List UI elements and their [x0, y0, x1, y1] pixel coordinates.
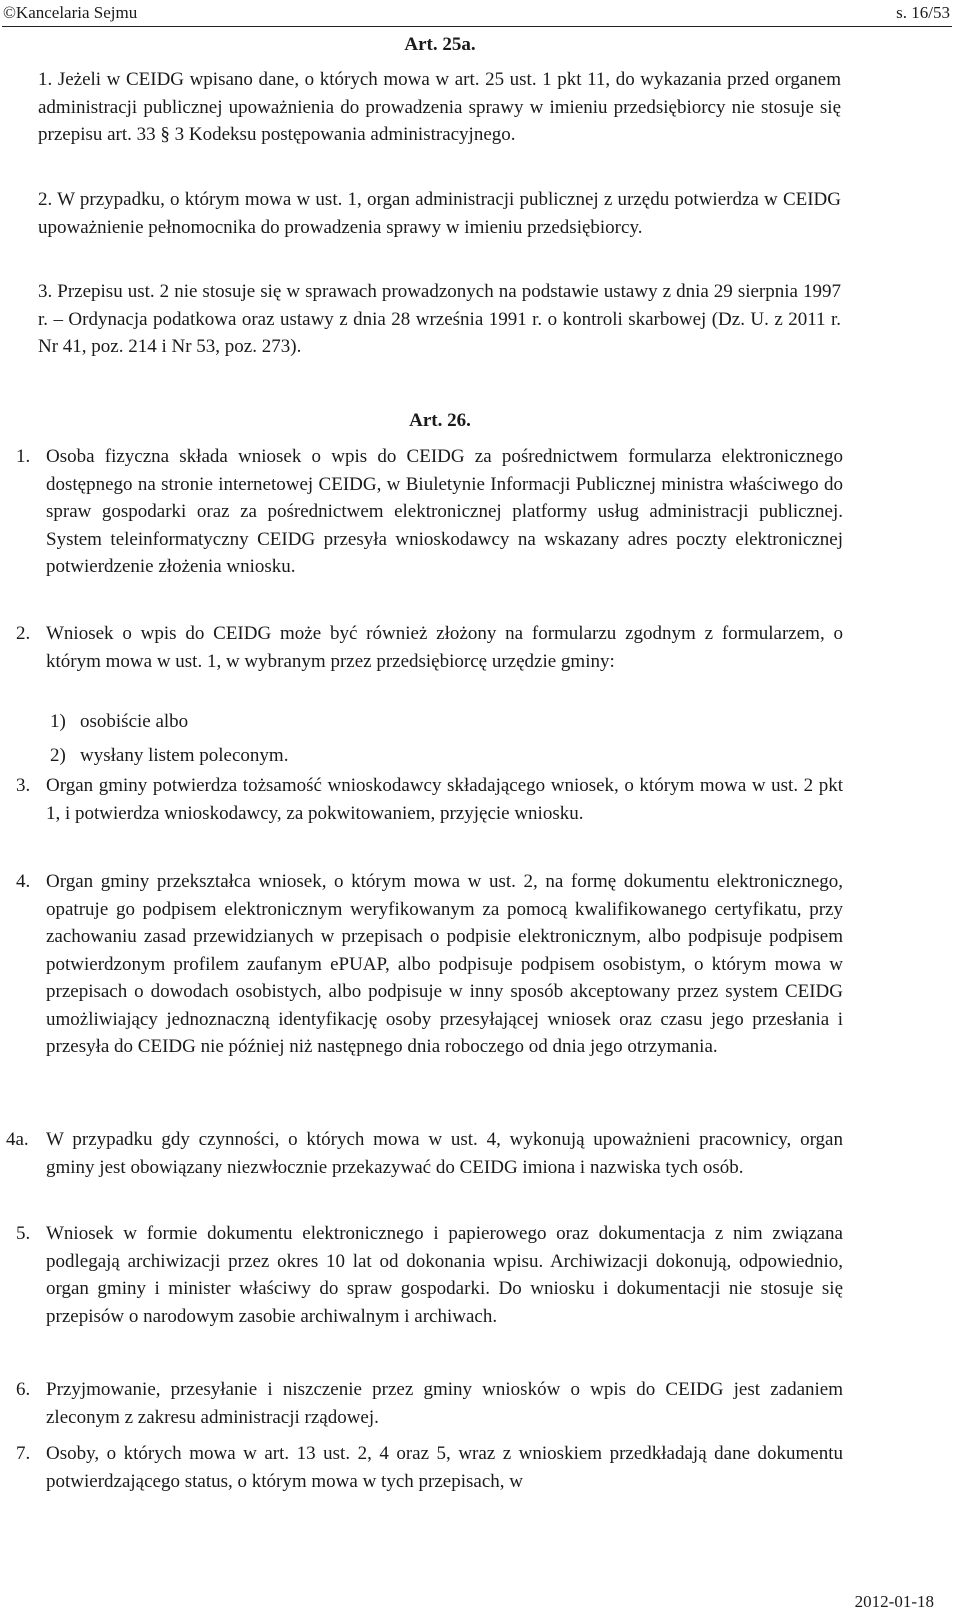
- item-text: Osoby, o których mowa w art. 13 ust. 2, 4 oraz 5, wraz z wnioskiem przedkładają dane dokumentu potwierdzającego status, o którym mowa w tych przepisach, w: [46, 1443, 843, 1492]
- item-number: 3.: [16, 775, 31, 796]
- item-text: Wniosek w formie dokumentu elektronicznego i papierowego oraz dokumentacja z nim związana podlegają archiwizacji przez okres 10 lat od dokonania wpisu. Archiwizacji dokonują, odpowiednio, organ gminy i minister właściwy do spraw gospodarki. Do wniosku i dokumentacji nie stosuje się przepisów o narodowym zasobie archiwalnym i archiwach.: [46, 1223, 843, 1327]
- point-text: wysłany listem poleconym.: [80, 745, 289, 766]
- art26-item-4: [16, 868, 843, 1061]
- header-page-number: s. 16/53: [896, 3, 950, 22]
- footer-date: 2012-01-18: [854, 1592, 934, 1611]
- art26-item-2-point-1: [50, 708, 780, 736]
- art26-item-2: [16, 620, 843, 675]
- item-text: Wniosek o wpis do CEIDG może być również złożony na formularzu zgodnym z formularzem, o którym mowa w ust. 1, w wybranym przez przedsiębiorcę urzędzie gminy:: [46, 623, 843, 672]
- point-number: 2): [50, 745, 66, 766]
- article-25a-title: Art. 25a.: [404, 34, 476, 55]
- point-text: osobiście albo: [80, 711, 189, 732]
- art26-item-2-point-2: [50, 742, 780, 770]
- item-number: 4a.: [6, 1129, 29, 1150]
- art26-item-7: [16, 1440, 843, 1495]
- item-number: 4.: [16, 871, 31, 892]
- art25a-paragraph-2: 2. W przypadku, o którym mowa w ust. 1, organ administracji publicznej z urzędu potwierdza w CEIDG upoważnienie pełnomocnika do prowadzenia sprawy w imieniu przedsiębiorcy.: [38, 189, 841, 238]
- art25a-paragraph-3: 3. Przepisu ust. 2 nie stosuje się w sprawach prowadzonych na podstawie ustawy z dnia 29 sierpnia 1997 r. – Ordynacja podatkowa oraz ustawy z dnia 28 września 1991 r. o kontroli skarbowej (Dz. U. z 2011 r. Nr 41, poz. 214 i Nr 53, poz. 273).: [38, 281, 841, 357]
- item-text: Przyjmowanie, przesyłanie i niszczenie przez gminy wniosków o wpis do CEIDG jest zadaniem zleconym z zakresu administracji rządowej.: [46, 1379, 843, 1428]
- art26-item-5: [16, 1220, 843, 1330]
- art25a-paragraph-1: 1. Jeżeli w CEIDG wpisano dane, o których mowa w art. 25 ust. 1 pkt 11, do wykazania przed organem administracji publicznej upoważnienia do prowadzenia sprawy w imieniu przedsiębiorcy nie stosuje się przepisu art. 33 § 3 Kodeksu postępowania administracyjnego.: [38, 69, 841, 145]
- item-number: 1.: [16, 446, 31, 467]
- item-text: Organ gminy potwierdza tożsamość wnioskodawcy składającego wniosek, o którym mowa w ust. 2 pkt 1, i potwierdza wnioskodawcy, za pokwitowaniem, przyjęcie wniosku.: [46, 775, 843, 824]
- item-number: 6.: [16, 1379, 31, 1400]
- art26-item-4a: [6, 1126, 843, 1181]
- article-26-title: Art. 26.: [409, 410, 471, 431]
- item-number: 7.: [16, 1443, 31, 1464]
- art26-item-3: [16, 772, 843, 827]
- item-number: 2.: [16, 623, 31, 644]
- point-number: 1): [50, 711, 66, 732]
- header-copyright: ©Kancelaria Sejmu: [3, 3, 138, 22]
- item-text: Organ gminy przekształca wniosek, o którym mowa w ust. 2, na formę dokumentu elektronicznego, opatruje go podpisem elektronicznym weryfikowanym za pomocą kwalifikowanego certyfikatu, przy zachowaniu zasad przewidzianych w przepisach o podpisie elektronicznym, albo podpisuje podpisem potwierdzonym profilem zaufanym ePUAP, albo podpisuje podpisem osobistym, o którym mowa w przepisach o dowodach osobistych, albo podpisuje w inny sposób akceptowany przez system CEIDG umożliwiający jednoznaczną identyfikację osoby przesyłającej wniosek oraz czasu jego przesłania i przesyła do CEIDG nie później niż następnego dnia roboczego od dnia jego otrzymania.: [46, 871, 843, 1057]
- item-text: Osoba fizyczna składa wniosek o wpis do CEIDG za pośrednictwem formularza elektronicznego dostępnego na stronie internetowej CEIDG, w Biuletynie Informacji Publicznej ministra właściwego do spraw gospodarki oraz za pośrednictwem elektronicznej platformy usług administracji publicznej. System teleinformatyczny CEIDG przesyła wnioskodawcy na wskazany adres poczty elektronicznej potwierdzenie złożenia wniosku.: [46, 446, 843, 577]
- item-text: W przypadku gdy czynności, o których mowa w ust. 4, wykonują upoważnieni pracownicy, organ gminy jest obowiązany niezwłocznie przekazywać do CEIDG imiona i nazwiska tych osób.: [46, 1129, 843, 1178]
- item-number: 5.: [16, 1223, 31, 1244]
- art26-item-1: [16, 443, 843, 581]
- art26-item-6: [16, 1376, 843, 1431]
- header-divider: [2, 26, 952, 27]
